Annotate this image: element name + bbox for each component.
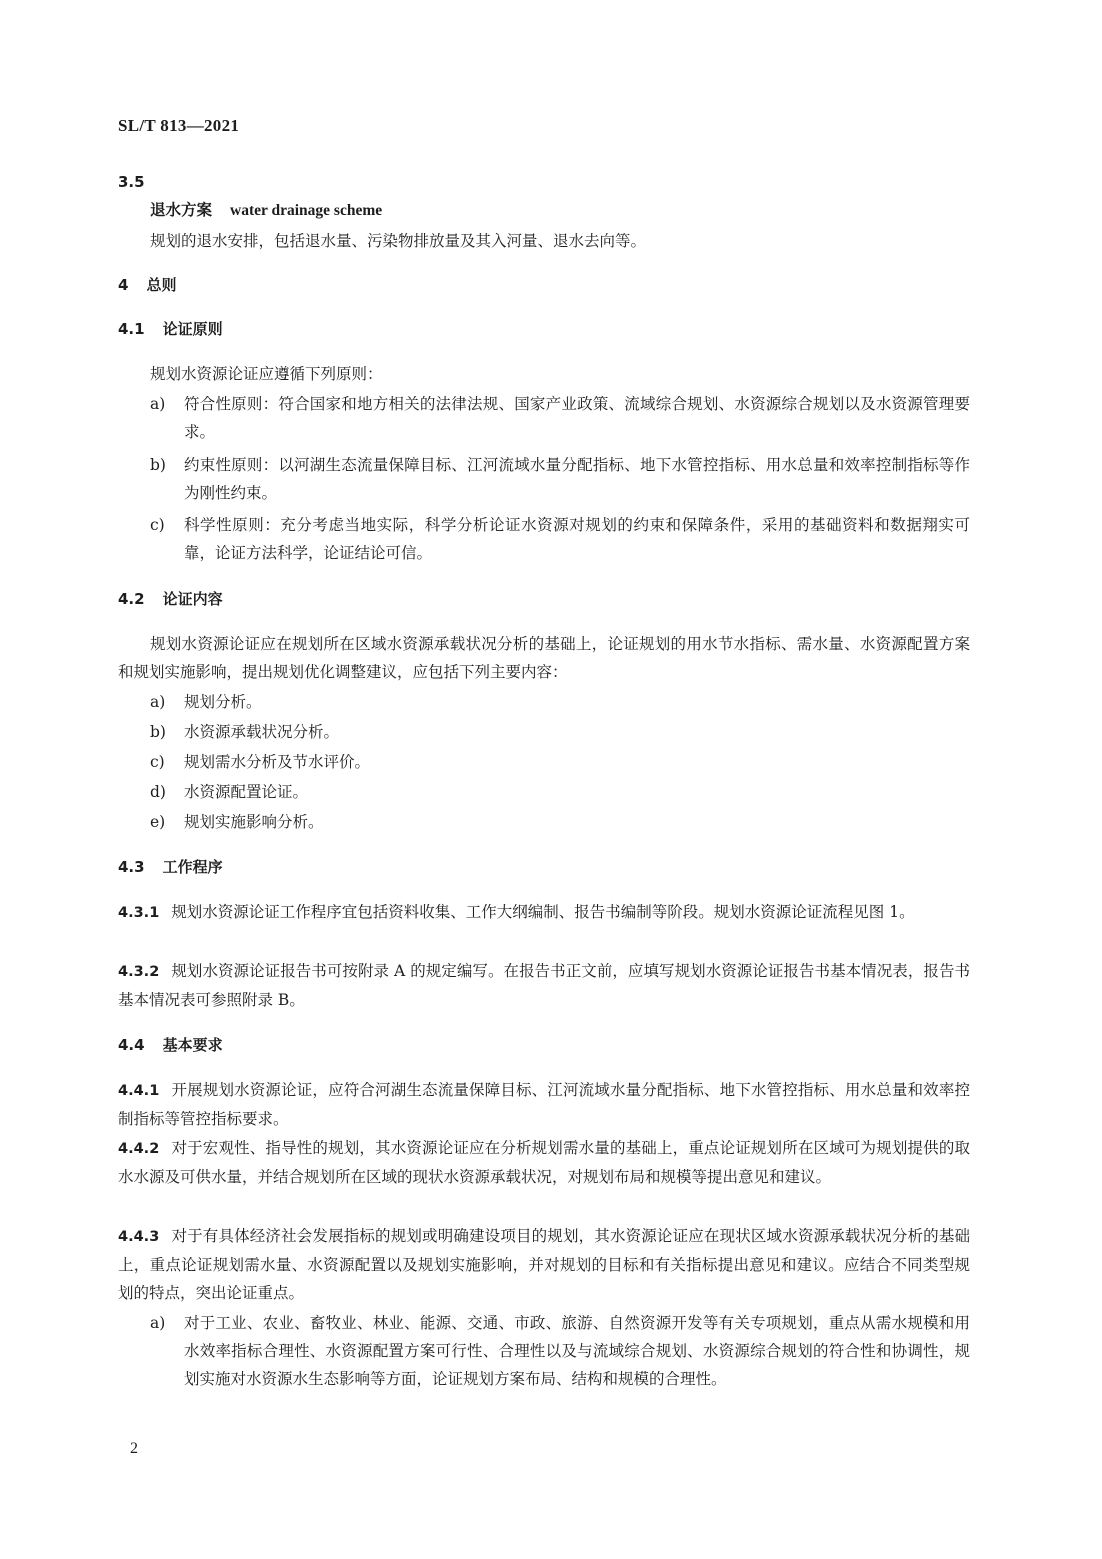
section-title: 基本要求 [162,1036,223,1054]
list-item: a) 对于工业、农业、畜牧业、林业、能源、交通、市政、旅游、自然资源开发等有关专项规划，重点从需水规模和用水效率指标合理性、水资源配置方案可行性、合理性以及与流域综合规划、水资源综合规划的符合性和协调性，规划实施对水资源水生态影响等方面，论证规划方案布局、结构和规模的合理性。 [150,1314,970,1388]
clause-4-3-1 [118,898,970,927]
clause-number: 4.3.2 [118,964,160,980]
section-title: 论证原则 [162,320,223,338]
section-number: 4 [118,276,129,294]
section-4-2-heading [118,585,223,613]
list-item: d) 水资源配置论证。 [150,783,309,801]
term-english: water drainage scheme [230,202,383,219]
clause-number: 4.4.2 [118,1141,160,1157]
section-title: 论证内容 [162,590,223,608]
clause-text: 规划水资源论证报告书可按附录 A 的规定编写。在报告书正文前，应填写规划水资源论证报告书基本情况表，报告书基本情况表可参照附录 B。 [118,962,970,1009]
list-item: a) 规划分析。 [150,693,262,711]
clause-number: 4.3.1 [118,905,160,921]
principles-intro: 规划水资源论证应遵循下列原则： [150,365,383,383]
content-intro: 规划水资源论证应在规划所在区域水资源承载状况分析的基础上，论证规划的用水节水指标、需水量、水资源配置方案和规划实施影响，提出规划优化调整建议，应包括下列主要内容： [118,635,970,681]
list-item: c) 规划需水分析及节水评价。 [150,753,371,771]
clause-text: 开展规划水资源论证，应符合河湖生态流量保障目标、江河流域水量分配指标、地下水管控指标、用水总量和效率控制指标等管控指标要求。 [118,1081,970,1128]
clause-4-4-2 [118,1134,970,1191]
clause-text: 对于宏观性、指导性的规划，其水资源论证应在分析规划需水量的基础上，重点论证规划所在区域可为规划提供的取水水源及可供水量，并结合规划所在区域的现状水资源承载状况，对规划布局和规模等提出意见和建议。 [118,1139,970,1186]
page-number: 2 [130,1440,138,1457]
list-item: e) 规划实施影响分析。 [150,813,324,831]
list-item: b) 约束性原则：以河湖生态流量保障目标、江河流域水量分配指标、地下水管控指标、用水总量和效率控制指标等作为刚性约束。 [150,456,970,502]
clause-text: 规划水资源论证工作程序宜包括资料收集、工作大纲编制、报告书编制等阶段。规划水资源论证流程见图 1。 [171,903,915,921]
term-heading [150,196,382,225]
section-4-3-heading [118,853,223,881]
section-4-heading [118,271,176,299]
section-title: 总则 [146,276,177,294]
clause-4-4-3 [118,1222,970,1307]
list-item: b) 水资源承载状况分析。 [150,723,340,741]
section-4-1-heading [118,315,223,343]
clause-number: 4.4.1 [118,1083,160,1099]
term-definition: 规划的退水安排，包括退水量、污染物排放量及其入河量、退水去向等。 [150,232,647,250]
list-item: c) 科学性原则：充分考虑当地实际，科学分析论证水资源对规划的约束和保障条件，采用的基础资料和数据翔实可靠，论证方法科学，论证结论可信。 [150,516,970,562]
clause-number: 4.4.3 [118,1229,160,1245]
document-code: SL/T 813—2021 [118,116,240,135]
clause-text: 对于有具体经济社会发展指标的规划或明确建设项目的规划，其水资源论证应在现状区域水资源承载状况分析的基础上，重点论证规划需水量、水资源配置以及规划实施影响，并对规划的目标和有关指标提出意见和建议。应结合不同类型规划的特点，突出论证重点。 [118,1227,970,1302]
clause-4-4-1 [118,1076,970,1133]
clause-4-3-2 [118,957,970,1014]
section-title: 工作程序 [162,858,223,876]
section-number: 4.2 [118,590,145,608]
section-4-4-heading [118,1031,223,1059]
section-number: 4.3 [118,858,145,876]
list-item: a) 符合性原则：符合国家和地方相关的法律法规、国家产业政策、流域综合规划、水资源综合规划以及水资源管理要求。 [150,395,970,441]
section-number: 4.4 [118,1036,145,1054]
term-chinese: 退水方案 [150,200,213,219]
section-number: 4.1 [118,320,145,338]
clause-3-5-number: 3.5 [118,173,145,191]
